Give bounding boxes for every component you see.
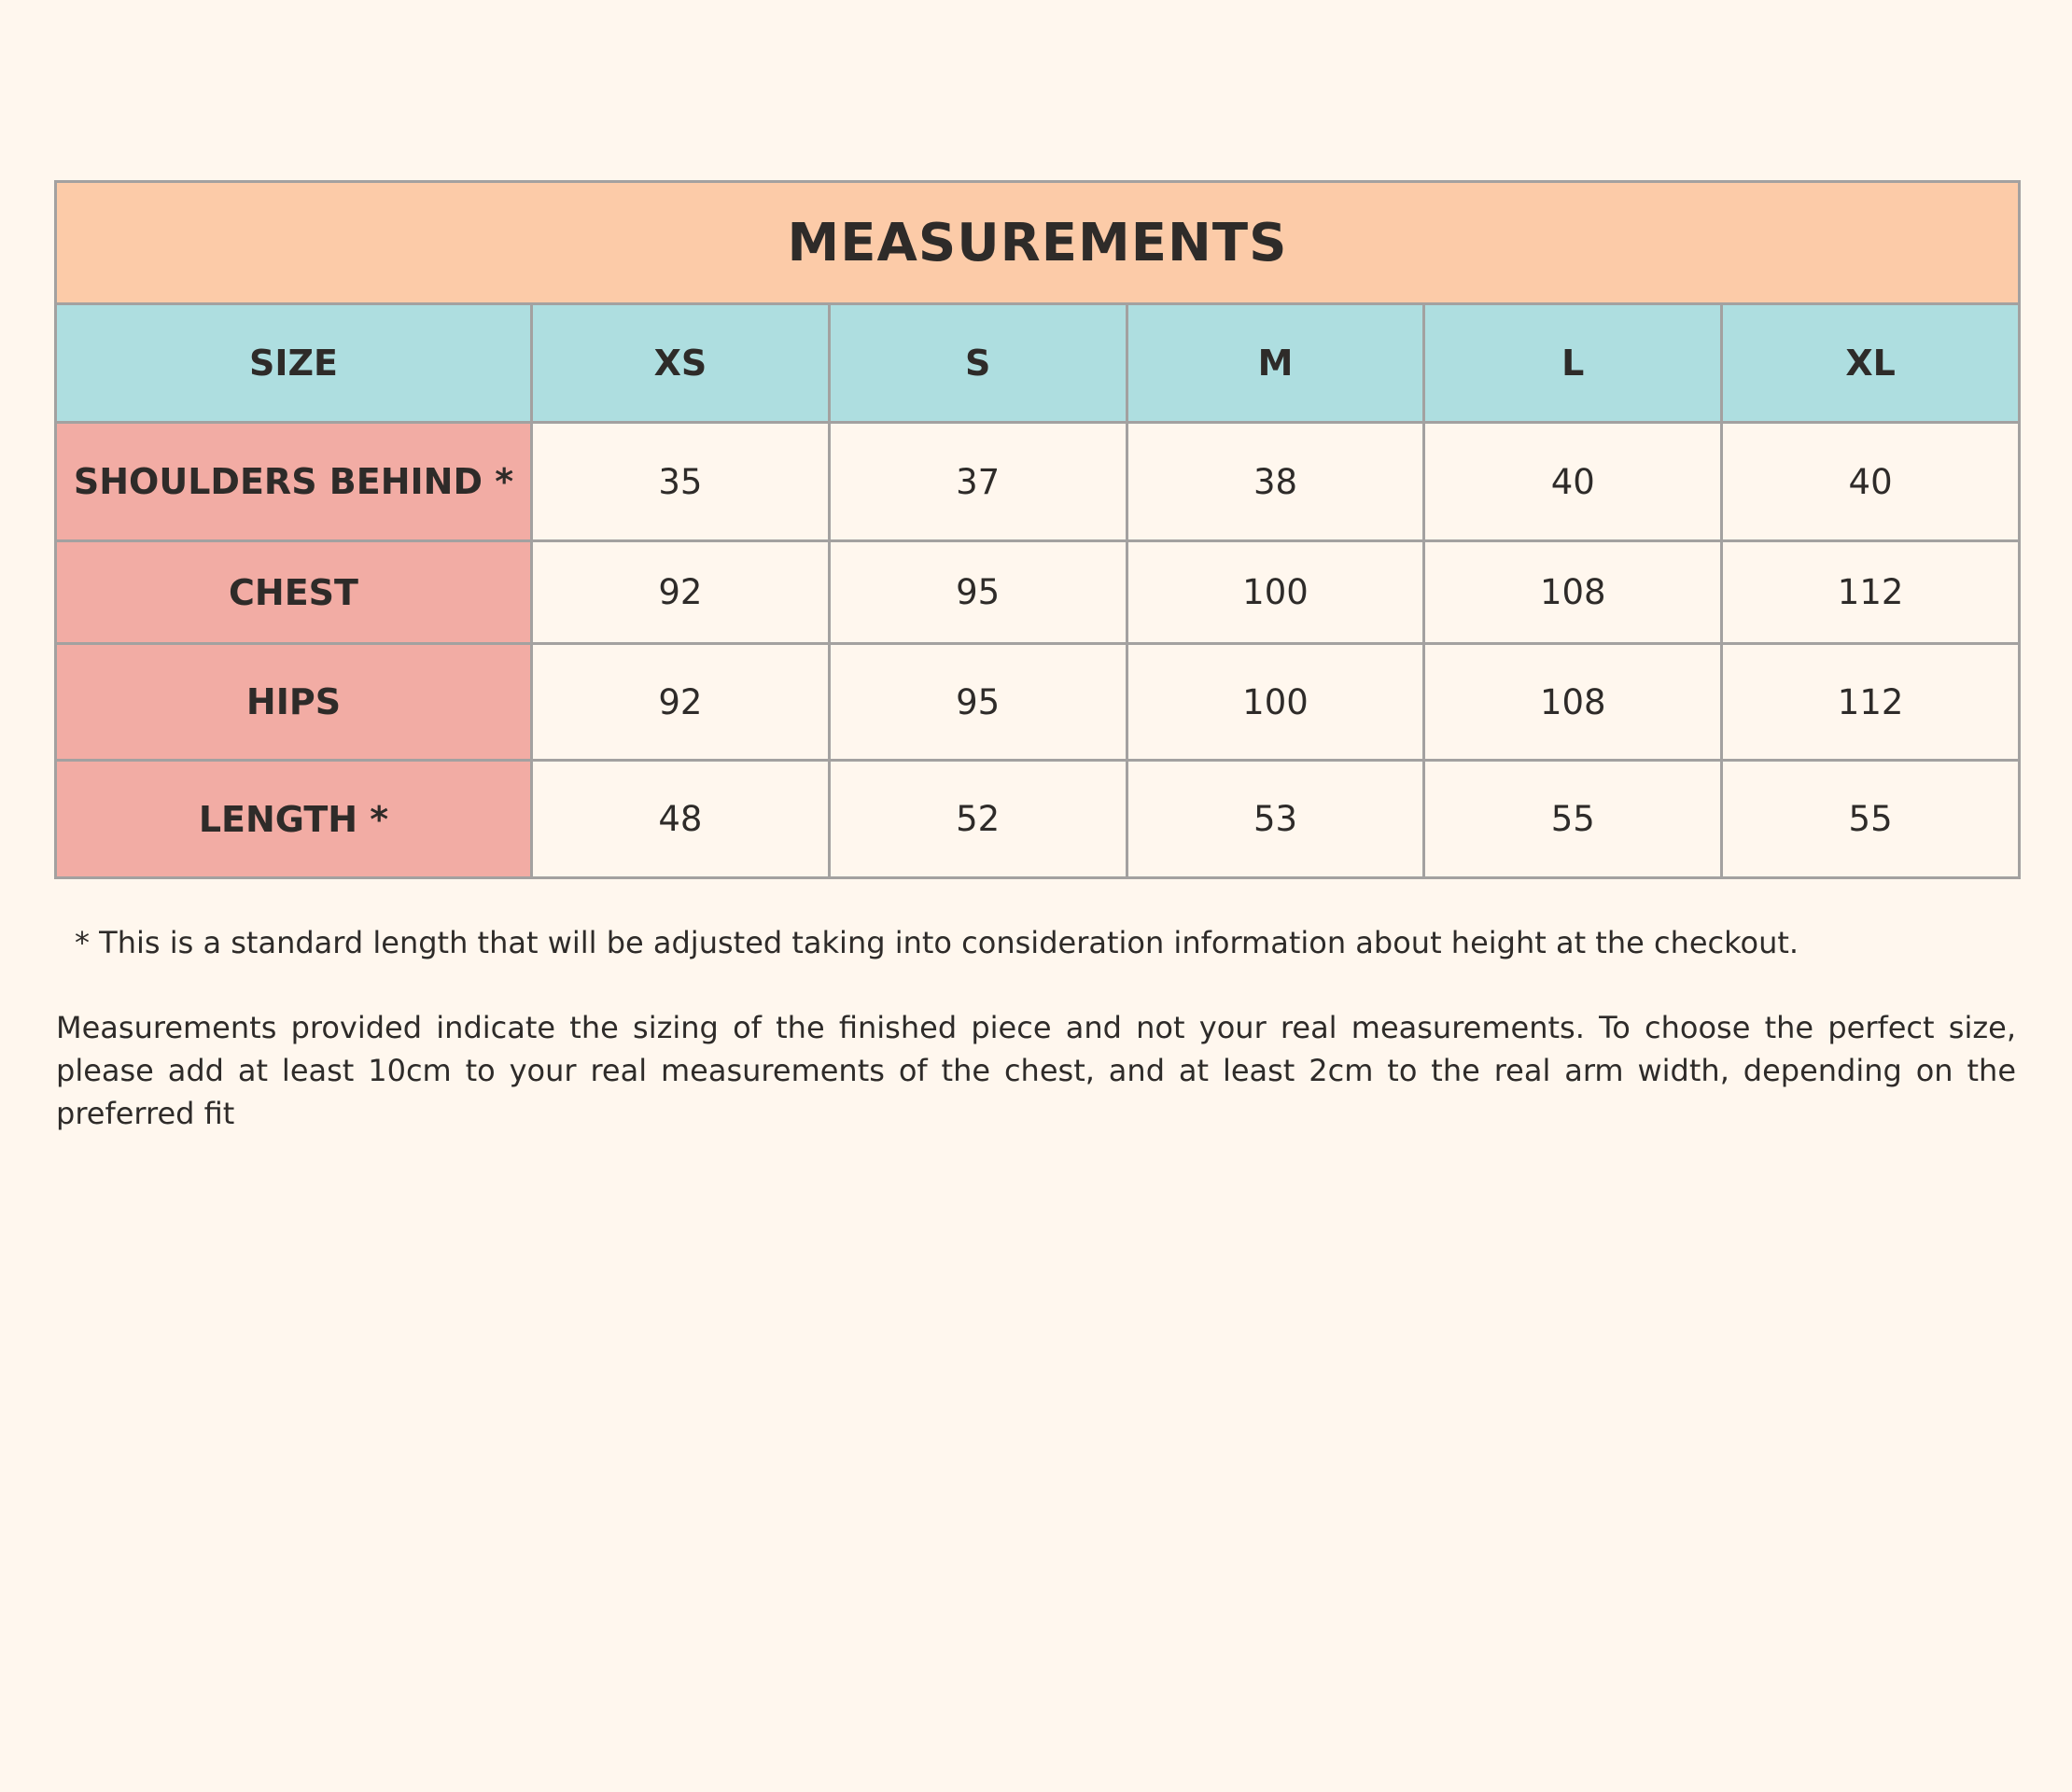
table-cell: 40 bbox=[1722, 423, 2020, 541]
table-cell: 95 bbox=[829, 541, 1127, 644]
table-cell: 112 bbox=[1722, 541, 2020, 644]
header-m: M bbox=[1127, 304, 1424, 423]
table-cell: 92 bbox=[532, 541, 830, 644]
row-label-length: LENGTH * bbox=[56, 761, 532, 878]
table-cell: 48 bbox=[532, 761, 830, 878]
table-cell: 100 bbox=[1127, 541, 1424, 644]
sizing-note: Measurements provided indicate the sizing of the finished piece and not your real measurements. To choose the perfect size, please add at least 10cm to your real measurements of the chest, and at least 2cm to the real arm width, depending on the preferred fit bbox=[56, 1010, 2016, 1131]
table-cell: 38 bbox=[1127, 423, 1424, 541]
table-row-shoulders bbox=[56, 423, 2020, 541]
table-row-length bbox=[56, 761, 2020, 878]
table-row-chest bbox=[56, 541, 2020, 644]
table-cell: 40 bbox=[1424, 423, 1722, 541]
header-size: SIZE bbox=[56, 304, 532, 423]
header-s: S bbox=[829, 304, 1127, 423]
table-title: MEASUREMENTS bbox=[56, 182, 2020, 304]
table-cell: 37 bbox=[829, 423, 1127, 541]
row-label-chest: CHEST bbox=[56, 541, 532, 644]
table-cell: 100 bbox=[1127, 644, 1424, 761]
table-cell: 108 bbox=[1424, 644, 1722, 761]
header-l: L bbox=[1424, 304, 1722, 423]
measurements-table bbox=[54, 180, 2021, 879]
table-cell: 35 bbox=[532, 423, 830, 541]
table-cell: 53 bbox=[1127, 761, 1424, 878]
table-cell: 92 bbox=[532, 644, 830, 761]
table-cell: 52 bbox=[829, 761, 1127, 878]
table-cell: 95 bbox=[829, 644, 1127, 761]
header-xs: XS bbox=[532, 304, 830, 423]
table-cell: 112 bbox=[1722, 644, 2020, 761]
row-label-hips: HIPS bbox=[56, 644, 532, 761]
table-cell: 55 bbox=[1424, 761, 1722, 878]
row-label-shoulders: SHOULDERS BEHIND * bbox=[56, 423, 532, 541]
footnote: * This is a standard length that will be adjusted taking into consideration information about height at the checkout. bbox=[75, 925, 1799, 960]
table-row-hips bbox=[56, 644, 2020, 761]
header-xl: XL bbox=[1722, 304, 2020, 423]
table-cell: 55 bbox=[1722, 761, 2020, 878]
table-cell: 108 bbox=[1424, 541, 1722, 644]
